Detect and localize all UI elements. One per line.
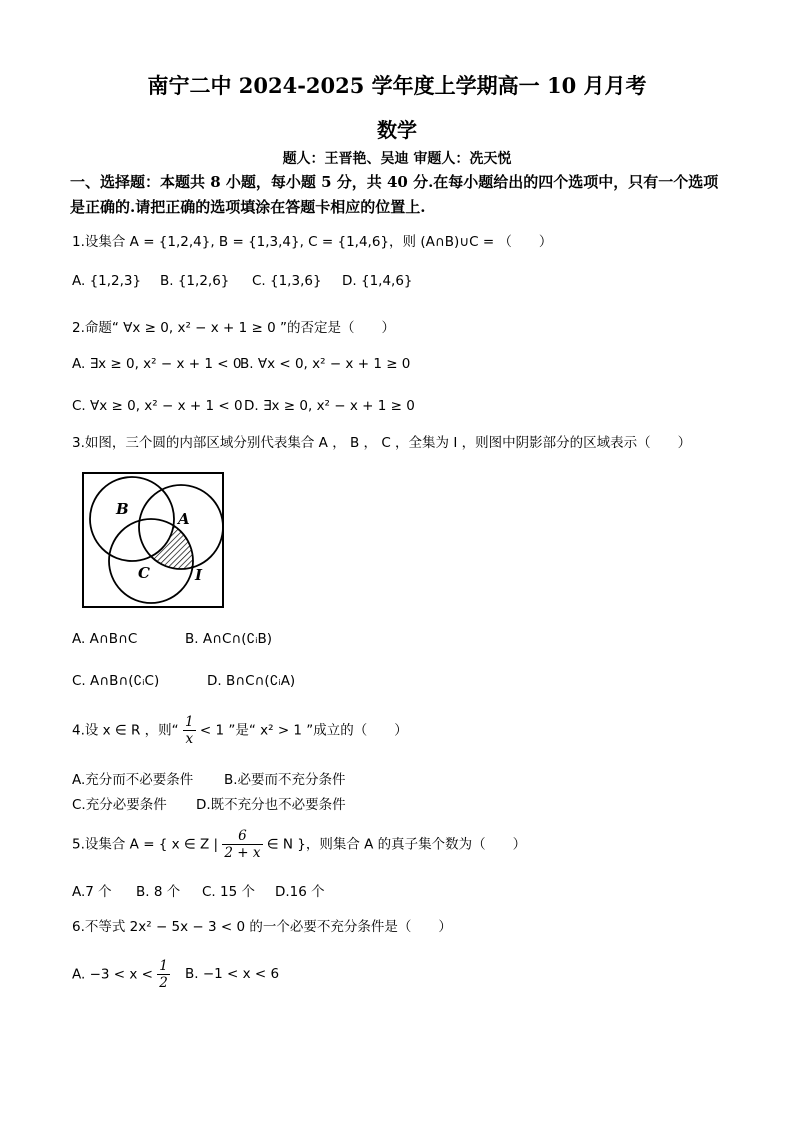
question-5-option-d: D.16 个 bbox=[275, 884, 325, 900]
question-5-stem-pre: 5.设集合 A = { x ∈ Z | bbox=[72, 836, 219, 853]
question-4-fraction-denominator: x bbox=[185, 731, 194, 747]
question-4-stem bbox=[72, 714, 408, 747]
question-5-option-c: C. 15 个 bbox=[202, 884, 255, 900]
question-6-option-a bbox=[72, 958, 170, 991]
question-6-fraction bbox=[157, 958, 170, 991]
exam-title: 南宁二中 2024-2025 学年度上学期高一 10 月月考 bbox=[147, 73, 647, 98]
question-6-fraction-denominator: 2 bbox=[159, 975, 168, 991]
question-3-option-d: D. B∩C∩(∁ᵢA) bbox=[207, 673, 296, 689]
venn-diagram bbox=[82, 472, 224, 608]
question-1-option-d: D. {1,4,6} bbox=[342, 273, 413, 289]
question-1-stem: 1.设集合 A = {1,2,4}, B = {1,3,4}, C = {1,4,6}，则 (A∩B)∪C = （ ） bbox=[72, 234, 553, 250]
question-2-option-a: A. ∃x ≥ 0, x² − x + 1 < 0 bbox=[72, 356, 242, 372]
question-4-option-c: C.充分必要条件 bbox=[72, 797, 167, 813]
question-2-stem: 2.命题“ ∀x ≥ 0, x² − x + 1 ≥ 0 ”的否定是（ ） bbox=[72, 320, 395, 336]
question-5-stem bbox=[72, 828, 526, 861]
question-4-option-d: D.既不充分也不必要条件 bbox=[196, 797, 346, 813]
section-intro: 一、选择题：本题共 8 小题，每小题 5 分，共 40 分.在每小题给出的四个选项中，只有一个选项是正确的.请把正确的选项填涂在答题卡相应的位置上. bbox=[70, 173, 719, 216]
question-2-option-c: C. ∀x ≥ 0, x² − x + 1 < 0 bbox=[72, 398, 243, 414]
question-4-option-b: B.必要而不充分条件 bbox=[224, 772, 346, 788]
subject-title: 数学 bbox=[377, 118, 417, 142]
question-6-option-b: B. −1 < x < 6 bbox=[185, 966, 280, 982]
question-2-option-b: B. ∀x < 0, x² − x + 1 ≥ 0 bbox=[240, 356, 411, 372]
question-5-fraction-numerator: 6 bbox=[222, 828, 262, 845]
question-5-fraction bbox=[222, 828, 262, 861]
question-4-fraction-numerator: 1 bbox=[184, 714, 194, 730]
label-c: C bbox=[138, 564, 150, 582]
question-2-option-d: D. ∃x ≥ 0, x² − x + 1 ≥ 0 bbox=[244, 398, 415, 414]
question-4-option-a: A.充分而不必要条件 bbox=[72, 772, 194, 788]
question-3-option-c: C. A∩B∩(∁ᵢC) bbox=[72, 673, 160, 689]
question-4-fraction bbox=[183, 714, 196, 747]
question-1-option-a: A. {1,2,3} bbox=[72, 273, 142, 289]
label-a: A bbox=[178, 510, 190, 528]
label-b: B bbox=[116, 500, 129, 518]
question-5-option-b: B. 8 个 bbox=[136, 884, 181, 900]
question-5-option-a: A.7 个 bbox=[72, 884, 112, 900]
question-3-option-a: A. A∩B∩C bbox=[72, 631, 138, 647]
question-1-option-b: B. {1,2,6} bbox=[160, 273, 230, 289]
question-4-stem-post: < 1 ”是“ x² > 1 ”成立的（ ） bbox=[199, 722, 408, 739]
question-5-fraction-denominator: 2 + x bbox=[224, 845, 261, 861]
question-5-stem-post: ∈ N }，则集合 A 的真子集个数为（ ） bbox=[266, 836, 527, 853]
question-6-stem: 6.不等式 2x² − 5x − 3 < 0 的一个必要不充分条件是（ ） bbox=[72, 919, 452, 935]
question-6-fraction-numerator: 1 bbox=[159, 958, 168, 974]
question-6-option-a-pre: A. −3 < x < bbox=[72, 966, 153, 983]
question-3-option-b: B. A∩C∩(∁ᵢB) bbox=[185, 631, 273, 647]
question-3-stem: 3.如图，三个圆的内部区域分别代表集合 A ， B ， C ，全集为 I ，则图中阴影部分的区域表示（ ） bbox=[72, 435, 692, 451]
label-i: I bbox=[195, 566, 203, 584]
question-4-stem-pre: 4.设 x ∈ R ，则“ bbox=[72, 722, 179, 739]
authors-line: 题人：王晋艳、吴迪 审题人：冼天悦 bbox=[282, 151, 512, 167]
question-1-option-c: C. {1,3,6} bbox=[252, 273, 322, 289]
